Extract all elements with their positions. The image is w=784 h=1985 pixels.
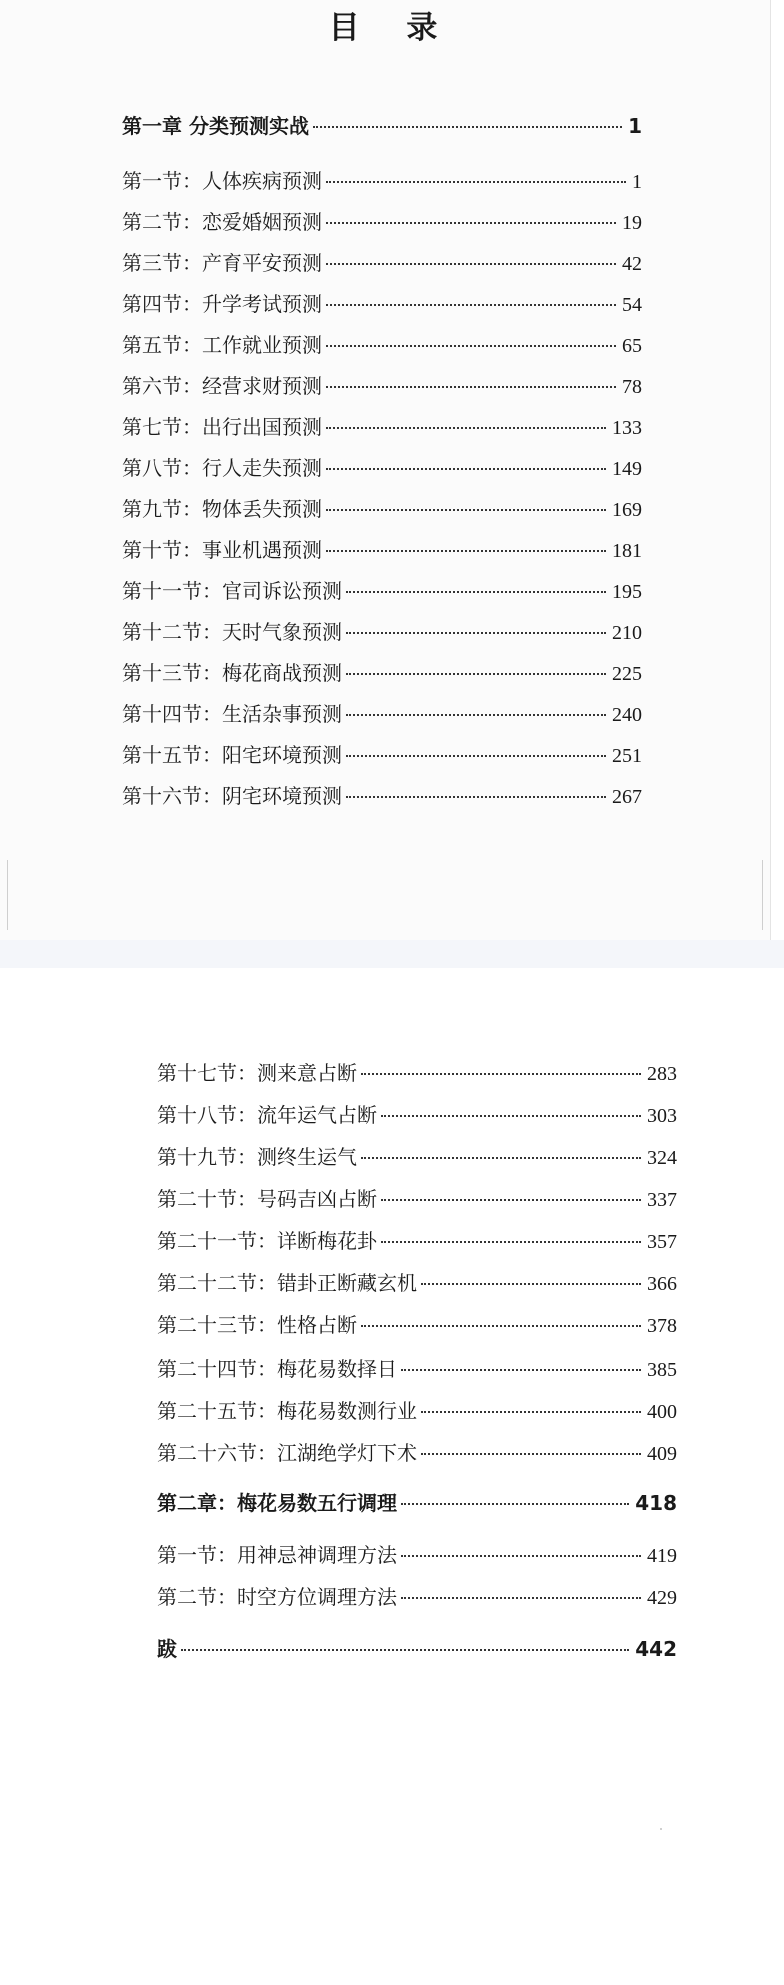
toc-entry[interactable] [122,168,642,195]
toc-entry-label: 第二节：恋爱婚姻预测 [122,210,322,234]
toc-entry-label: 第二十五节：梅花易数测行业 [157,1399,417,1423]
toc-entry-label: 第十五节：阳宅环境预测 [122,743,342,767]
toc-entry[interactable] [157,1356,677,1383]
toc-entry[interactable] [122,455,642,482]
toc-entry[interactable] [122,537,642,564]
toc-entry-label: 第二十四节：梅花易数择日 [157,1357,397,1381]
toc-entry[interactable] [122,209,642,236]
toc-chapter-label: 第二章：梅花易数五行调理 [157,1491,397,1515]
toc-entry-label: 第九节：物体丢失预测 [122,497,322,521]
toc-page-number: 366 [647,1273,677,1295]
dot-leader [326,468,606,470]
dot-leader [381,1241,641,1243]
toc-page-number: 251 [612,745,642,767]
dot-leader [401,1555,641,1557]
toc-page-number: 54 [622,294,642,316]
dot-leader [346,632,606,634]
toc-entry-label: 第十一节：官司诉讼预测 [122,579,342,603]
toc-entry[interactable] [157,1060,677,1087]
toc-entry[interactable] [157,1102,677,1129]
toc-page-number: 19 [622,212,642,234]
toc-entry-label: 第二十三节：性格占断 [157,1313,357,1337]
toc-entry-label: 第十七节：测来意占断 [157,1061,357,1085]
dot-leader [326,304,616,306]
toc-entry[interactable] [157,1228,677,1255]
dot-leader [346,755,606,757]
dot-leader [381,1199,641,1201]
toc-page-number: 357 [647,1231,677,1253]
toc-entry-label: 第二十六节：江湖绝学灯下术 [157,1441,417,1465]
dot-leader [326,386,616,388]
dot-leader [421,1411,641,1413]
toc-entry-label: 第七节：出行出国预测 [122,415,322,439]
toc-entry-label: 第十节：事业机遇预测 [122,538,322,562]
dot-leader [401,1597,641,1599]
dot-leader [346,714,606,716]
toc-entry-label: 第四节：升学考试预测 [122,292,322,316]
toc-entry-label: 第十三节：梅花商战预测 [122,661,342,685]
toc-postscript-label: 跋 [157,1637,177,1661]
dot-leader [361,1325,641,1327]
toc-entry-label: 第六节：经营求财预测 [122,374,322,398]
toc-entry[interactable] [157,1312,677,1339]
scan-speck [660,1828,662,1830]
toc-entry-label: 第十四节：生活杂事预测 [122,702,342,726]
scan-edge-mark [762,860,763,930]
toc-entry-label: 第十二节：天时气象预测 [122,620,342,644]
dot-leader [401,1503,629,1505]
toc-page-number: 418 [635,1491,677,1515]
toc-page-number: 65 [622,335,642,357]
toc-page-number: 133 [612,417,642,439]
toc-entry[interactable] [122,250,642,277]
toc-page-number: 1 [628,114,642,138]
dot-leader [346,591,606,593]
toc-entry[interactable] [157,1440,677,1467]
toc-page-number: 337 [647,1189,677,1211]
dot-leader [326,222,616,224]
toc-entry[interactable] [122,701,642,728]
toc-page-number: 169 [612,499,642,521]
toc-entry-label: 第十六节：阴宅环境预测 [122,784,342,808]
toc-page-number: 324 [647,1147,677,1169]
scan-page-2 [0,968,784,1985]
toc-entry[interactable] [122,373,642,400]
toc-entry[interactable] [122,783,642,810]
toc-entry-label: 第二节：时空方位调理方法 [157,1585,397,1609]
toc-page-number: 240 [612,704,642,726]
toc-entry-label: 第一节：用神忌神调理方法 [157,1543,397,1567]
toc-entry[interactable] [122,332,642,359]
toc-entry[interactable] [157,1542,677,1569]
dot-leader [326,550,606,552]
toc-entry[interactable] [122,496,642,523]
dot-leader [346,673,606,675]
scan-page-1 [0,0,771,940]
toc-page-number: 267 [612,786,642,808]
dot-leader [381,1115,641,1117]
toc-entry-label: 第十九节：测终生运气 [157,1145,357,1169]
toc-entry[interactable] [157,1398,677,1425]
toc-page-number: 409 [647,1443,677,1465]
dot-leader [361,1157,641,1159]
toc-page-number: 225 [612,663,642,685]
toc-chapter-2[interactable] [157,1490,677,1516]
toc-page-number: 442 [635,1637,677,1661]
dot-leader [326,427,606,429]
toc-entry[interactable] [157,1584,677,1611]
dot-leader [421,1453,641,1455]
toc-page-number: 283 [647,1063,677,1085]
toc-page-number: 385 [647,1359,677,1381]
toc-page-number: 1 [632,171,642,193]
toc-entry[interactable] [122,291,642,318]
dot-leader [326,509,606,511]
toc-page-number: 181 [612,540,642,562]
toc-page-number: 210 [612,622,642,644]
dot-leader [181,1649,629,1651]
toc-entry-label: 第八节：行人走失预测 [122,456,322,480]
toc-entry[interactable] [122,619,642,646]
toc-entry[interactable] [122,578,642,605]
toc-entry-label: 第二十一节：详断梅花卦 [157,1229,377,1253]
toc-entry-label: 第十八节：流年运气占断 [157,1103,377,1127]
dot-leader [326,263,616,265]
toc-entry[interactable] [122,742,642,769]
toc-entry-label: 第三节：产育平安预测 [122,251,322,275]
toc-page-number: 400 [647,1401,677,1423]
dot-leader [313,126,622,128]
toc-chapter-label: 第一章 分类预测实战 [122,114,309,138]
toc-entry-label: 第五节：工作就业预测 [122,333,322,357]
toc-entry[interactable] [157,1186,677,1213]
toc-entry-label: 第一节：人体疾病预测 [122,169,322,193]
page-separator [0,940,784,968]
toc-entry[interactable] [122,414,642,441]
toc-entry-label: 第二十节：号码吉凶占断 [157,1187,377,1211]
dot-leader [326,345,616,347]
toc-entry[interactable] [157,1144,677,1171]
toc-chapter-1[interactable] [122,113,642,139]
toc-entry[interactable] [157,1270,677,1297]
toc-entry[interactable] [122,660,642,687]
toc-page-number: 42 [622,253,642,275]
toc-page-number: 195 [612,581,642,603]
dot-leader [401,1369,641,1371]
toc-page-number: 419 [647,1545,677,1567]
dot-leader [361,1073,641,1075]
page-title: 目 录 [328,10,456,46]
dot-leader [326,181,626,183]
toc-postscript[interactable] [157,1636,677,1662]
toc-entry-label: 第二十二节：错卦正断藏玄机 [157,1271,417,1295]
dot-leader [346,796,606,798]
scan-edge-mark [7,860,8,930]
toc-page-number: 303 [647,1105,677,1127]
toc-page-number: 149 [612,458,642,480]
toc-page-number: 429 [647,1587,677,1609]
toc-page-number: 378 [647,1315,677,1337]
toc-page-number: 78 [622,376,642,398]
dot-leader [421,1283,641,1285]
